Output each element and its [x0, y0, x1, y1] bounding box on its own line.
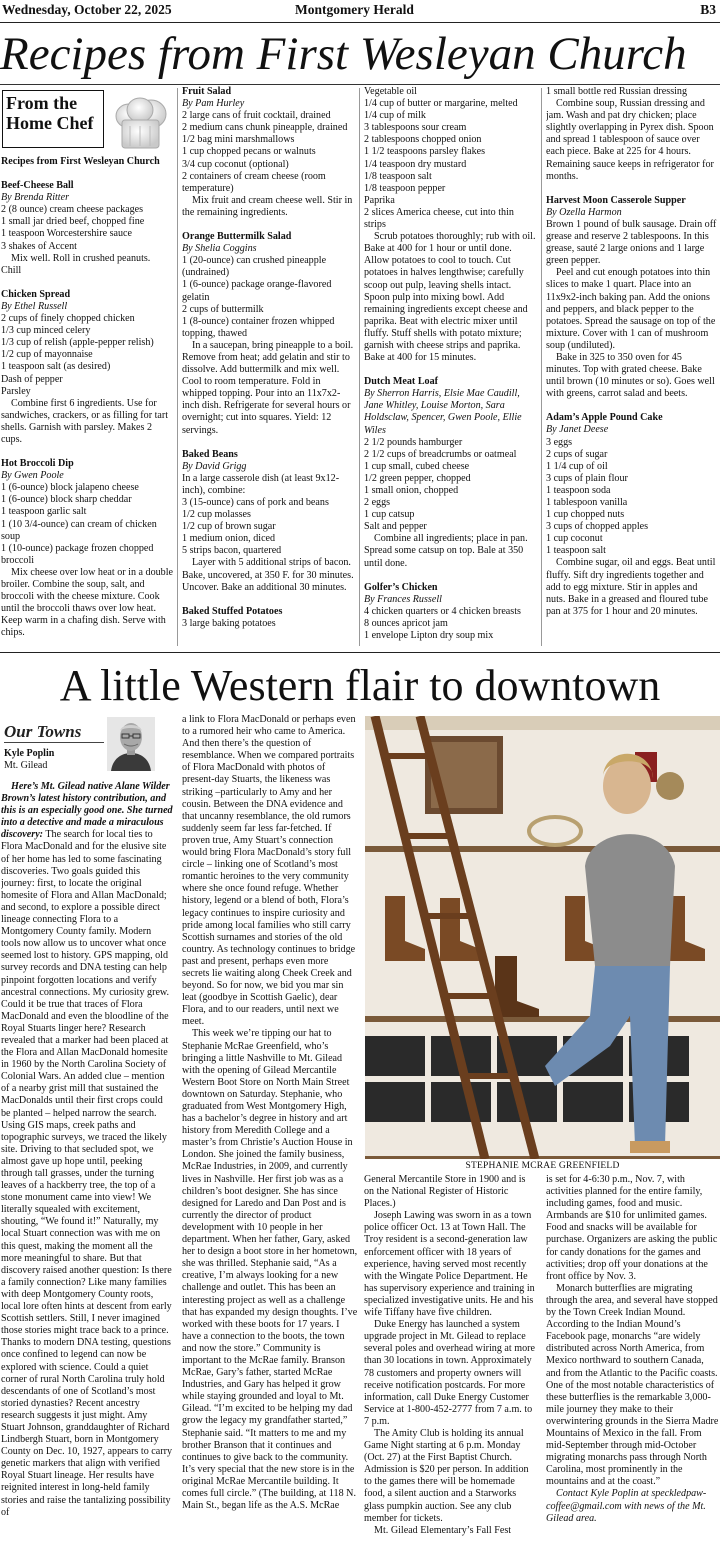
- recipe-ingredient: 1 1/2 teaspoons parsley flakes: [364, 146, 486, 158]
- recipe-ingredient: 3/4 cup coconut (optional): [182, 158, 289, 170]
- recipe-title: Beef-Cheese Ball: [1, 180, 74, 192]
- story-paragraph: Monarch butterflies are migrating through the area, and several have stopped by the Town Creek Indian Mound. According to the Indian Mound’s Facebook page, monarchs “are widely distributed across North America, from Mexico northward to southern Canada, and from the Atlantic to the Pacific coasts. One of the most notable characteristics of these butterflies is the remarkable 3,000-mile journey they make to their overwintering grounds in the Sierra Madre Mountains of Mexico in the fall. From mid-September through mid-October migrating monarchs pass through North Carolina, most prominently in the mountains and at the coast.”: [546, 1282, 719, 1488]
- recipe-directions: Mix well. Roll in crushed peanuts. Chill: [1, 252, 151, 276]
- recipe-ingredient: 3 large baking potatoes: [182, 617, 276, 629]
- story-column-1: [1, 781, 173, 1546]
- recipe-ingredient: 1/2 cup molasses: [182, 509, 251, 521]
- recipe-ingredient: 2 (8 ounce) cream cheese packages: [1, 204, 144, 216]
- recipe-title: Baked Beans: [182, 448, 238, 460]
- recipe-ingredient: 1 cup small, cubed cheese: [364, 460, 470, 472]
- recipe-ingredient: 8 ounces apricot jam: [364, 617, 448, 629]
- recipe-ingredient: 1 (20-ounce) can crushed pineapple (undrained): [182, 255, 327, 279]
- recipe-ingredient: 1/8 teaspoon pepper: [364, 182, 446, 194]
- recipe-ingredient: Salt and pepper: [364, 521, 427, 533]
- recipe-ingredient: 2 1/2 cups of breadcrumbs or oatmeal: [364, 448, 517, 460]
- column-name: Our Towns: [4, 722, 82, 741]
- story-paragraph: The Amity Club is holding its annual Game Night starting at 6 p.m. Monday (Oct. 27) at the First Baptist Church. Admission is $20 per person. In addition to the games there will be homemade food, a silent auction and a Starworks glass pumpkin auction. See any club member for tickets.: [364, 1427, 529, 1524]
- recipe-directions: Bake in 325 to 350 oven for 45 minutes. Top with grated cheese. Bake until brown (10 minutes or so). Goes well with greens, carrot salad and beets.: [546, 351, 715, 400]
- recipes-column-3: [364, 86, 536, 648]
- recipe-byline: By Ethel Russell: [1, 300, 68, 312]
- recipe-directions: Combine sugar, oil and eggs. Beat until fluffy. Sift dry ingredients together and add to egg mixture. Stir in apples and nuts. Bake in a greased and floured tube pan at 375 for 1 hour and 20 minutes.: [546, 557, 716, 617]
- recipe-ingredient: 1/2 green pepper, chopped: [364, 472, 471, 484]
- recipe-title: Golfer’s Chicken: [364, 581, 438, 593]
- issue-date: Wednesday, October 22, 2025: [2, 2, 172, 17]
- recipe-title: Recipes from First Wesleyan Church: [1, 156, 160, 167]
- author-name: Kyle Poplin: [4, 748, 55, 759]
- recipe-ingredient: Vegetable oil: [364, 86, 417, 97]
- recipe-ingredient: 1 cup coconut: [546, 533, 603, 545]
- recipe-ingredient: 1 teaspoon salt (as desired): [1, 361, 111, 373]
- recipe-ingredient: 1/2 cup of brown sugar: [182, 521, 276, 533]
- recipe-ingredient: 1 teaspoon salt: [546, 545, 606, 557]
- story-paragraph: Mt. Gilead Elementary’s Fall Fest: [374, 1524, 512, 1536]
- recipes-headline: Recipes from First Wesleyan Church: [0, 28, 687, 80]
- recipe-ingredient: 2 containers of cream cheese (room temperature): [182, 170, 326, 194]
- recipe-title: Harvest Moon Casserole Supper: [546, 194, 686, 206]
- recipe-title: Orange Buttermilk Salad: [182, 231, 292, 243]
- recipe-ingredient: 1 (6-ounce) block jalapeno cheese: [1, 482, 139, 494]
- recipe-ingredient: 1 (10-ounce) package frozen chopped broccoli: [1, 542, 154, 566]
- recipe-ingredient: 2 cups of finely chopped chicken: [1, 313, 135, 325]
- recipe-ingredient: 2 medium cans chunk pineapple, drained: [182, 122, 348, 134]
- newspaper-name: Montgomery Herald: [295, 2, 414, 17]
- recipe-directions: Layer with 5 additional strips of bacon. Bake, uncovered, at 350 F. for 30 minutes. Uncover. Bake an additional 30 minutes.: [182, 557, 354, 593]
- recipe-ingredient: 3 tablespoons sour cream: [364, 122, 467, 134]
- section-rule: [0, 652, 720, 653]
- story-headline: A little Western flair to downtown: [59, 661, 661, 710]
- recipe-directions: Combine all ingredients; place in pan. Spread some catsup on top. Bale at 350 until done.: [364, 533, 528, 569]
- recipe-ingredient: 1/2 bag mini marshmallows: [182, 134, 295, 146]
- recipe-byline: By Brenda Ritter: [1, 192, 70, 204]
- story-paragraph: is set for 4-6:30 p.m., Nov. 7, with activities planned for the entire family, including games, food and music. Armbands are $10 for unlimited games. Food and snacks will be available for purchase. Organizers are asking the public for candy donations for the games and activities; drop off your donations at the front office by Nov. 3.: [546, 1174, 718, 1282]
- recipe-ingredient: Brown 1 pound of bulk sausage. Drain off grease and reserve 2 tablespoons. In this grease, sauté 2 large onions and 1 large green pepper.: [546, 218, 717, 267]
- recipe-ingredient: 3 (15-ounce) cans of pork and beans: [182, 497, 329, 508]
- boot-store-photo: [365, 716, 720, 1159]
- recipes-column-4: [546, 86, 718, 648]
- column-divider: [541, 88, 542, 646]
- recipe-ingredient: 3 cups of chopped apples: [546, 521, 649, 533]
- recipe-ingredient: 3 cups of plain flour: [546, 472, 628, 484]
- recipe-ingredient: Dash of pepper: [1, 373, 63, 385]
- recipe-ingredient: 1 (10 3/4-ounce) can cream of chicken soup: [1, 518, 157, 542]
- photo-credit: STEPHANIE MCRAE GREENFIELD: [465, 1161, 620, 1171]
- story-column-3: [364, 1174, 538, 1546]
- recipe-ingredient: 1/4 teaspoon dry mustard: [364, 158, 467, 170]
- recipe-ingredient: 2 slices America cheese, cut into thin strips: [364, 206, 514, 231]
- recipe-title: Chicken Spread: [1, 288, 71, 300]
- recipe-directions: In a saucepan, bring pineapple to a boil. Remove from heat; add gelatin and stir to dissolve. Add buttermilk and mix well. Cool to room temperature. Fold in whipped topping. Pour into an 11x7x2-inch dish. Refrigerate for several hours or overnight; cut into squares. Yield: 12 servings.: [182, 339, 354, 436]
- recipe-ingredient: 1 medium onion, diced: [182, 533, 276, 545]
- recipe-ingredient: 1/3 cup of relish (apple-pepper relish): [1, 337, 154, 349]
- recipe-directions: Mix fruit and cream cheese well. Stir in the remaining ingredients.: [182, 194, 353, 218]
- recipe-ingredient: 2 large cans of fruit cocktail, drained: [182, 110, 331, 122]
- recipe-ingredient: 2 tablespoons chopped onion: [364, 134, 482, 146]
- recipe-ingredient: In a large casserole dish (at least 9x12-inch), combine:: [182, 472, 340, 496]
- story-paragraph: Duke Energy has launched a system upgrade project in Mt. Gilead to replace several poles and overhead wiring at more than 30 locations in town. Approximately 78 customers and property owners will receive notification postcards. For more information, call Duke Energy Customer Service at 1-800-452-2777 from 7 a.m. to 7 p.m.: [364, 1319, 535, 1427]
- recipe-ingredient: 1/2 cup of mayonnaise: [1, 349, 93, 361]
- recipe-byline: By David Grigg: [182, 460, 247, 472]
- recipe-ingredient: 2 cups of buttermilk: [182, 303, 264, 315]
- recipe-directions: Combine soup, Russian dressing and jam. Wash and pat dry chicken; place slightly overlapping in Pyrex dish. Spoon and spread 1 tablespoon of sauce over each piece. Bake at 225 for 4 hours. Remaining sauce keeps in refrigerator for months.: [546, 98, 714, 182]
- recipe-byline: By Frances Russell: [364, 593, 442, 605]
- recipe-ingredient: 1 envelope Lipton dry soup mix: [364, 630, 494, 642]
- recipe-ingredient: 1 (6-ounce) package orange-flavored gelatin: [182, 279, 332, 303]
- recipe-directions: Scrub potatoes thoroughly; rub with oil. Bake at 400 for 1 hour or until done. Allow potatoes to cool to touch. Cut potatoes in halves lengthwise; carefully scoop out pulp, leaving shells intact. Spoon pulp into mixing bowl. Add remaining ingredients except cheese and paprika. Beat with electric mixer until fluffy. Stuff shells with potato mixture; garnish with cheese strips and paprika. Bake at 400 for 15 minutes.: [364, 231, 536, 364]
- story-lede: Here’s Mt. Gilead native Alane Wilder Brown’s latest history contribution, and this is an especially good one. She turned into a detective and made a miraculous discovery:: [1, 781, 173, 841]
- recipe-ingredient: 1/4 cup of butter or margarine, melted: [364, 98, 518, 110]
- recipe-byline: By Pam Hurley: [182, 98, 245, 110]
- column-name-rule: [4, 742, 104, 743]
- byline: [4, 748, 54, 772]
- story-column-2: [182, 714, 358, 1546]
- author-headshot: [107, 717, 155, 771]
- chef-hat-icon: [113, 96, 168, 152]
- recipe-ingredient: 1 teaspoon Worcestershire sauce: [1, 228, 133, 240]
- column-divider: [359, 88, 360, 646]
- recipe-ingredient: 1 teaspoon soda: [546, 484, 611, 496]
- story-paragraph: Joseph Lawing was sworn in as a town police officer Oct. 13 at Town Hall. The Troy resident is a second-generation law enforcement officer with 18 years of experience, having served most recently with the Wingate Police Department. He has supervisory experience and training in specialized investigative units. He and his wife Tiffany have five children.: [364, 1210, 535, 1319]
- recipe-directions: Peel and cut enough potatoes into thin slices to make 1 quart. Place into an 11x9x2-inch baking pan. Add the onions and peppers, and black pepper to the potatoes. Spread the sausage on top of the mixture. Cover with 1 can of mushroom soup (undiluted).: [546, 267, 716, 351]
- recipe-ingredient: 1/4 cup of milk: [364, 110, 426, 122]
- recipe-ingredient: 1 teaspoon garlic salt: [1, 506, 87, 518]
- recipe-ingredient: 1 small jar dried beef, chopped fine: [1, 216, 145, 228]
- recipe-ingredient: 1/3 cup minced celery: [1, 325, 91, 337]
- story-paragraph: a link to Flora MacDonald or perhaps even to a rumored heir who came to America. And then there’s the question of resemblance. When we compared portraits of Flora MacDonald with photos of present-day Stuarts, the likeness was striking –particularly to Amy and her cousin. Between the DNA evidence and that uncanny resemblance, the old rumors suddenly seem far less far-fetched. If proven true, Amy Stuart’s connection would bring Flora MacDonald’s story full circle – linking one of Scotland’s most romantic heroines to the very community where she once found refuge. Whether history, legend or a blend of both, Flora’s legacy continues to inspire curiosity and pride among local families who still carry Scottish surnames and stories of the old country. As technology continues to bridge past and present, perhaps even more secrets lie waiting along Cheek Creek and beyond. So for now, we bid you mar sin leat (goodbye in Scottish Gaelic), dear Flora, and to our readers, until next we meet.: [182, 714, 356, 1028]
- author-town: Mt. Gilead: [4, 760, 48, 771]
- recipe-title: Hot Broccoli Dip: [1, 458, 74, 470]
- recipe-ingredient: 2 cups of sugar: [546, 448, 608, 460]
- recipe-title: Dutch Meat Loaf: [364, 376, 439, 388]
- home-chef-box: [2, 90, 104, 148]
- recipe-title: Baked Stuffed Potatoes: [182, 605, 283, 617]
- recipe-ingredient: 5 strips bacon, quartered: [182, 545, 282, 557]
- recipe-byline: By Ozella Harmon: [546, 206, 622, 218]
- recipes-column-1: [1, 156, 173, 648]
- recipe-ingredient: 1 cup chopped nuts: [546, 509, 625, 521]
- recipe-ingredient: 2 1/2 pounds hamburger: [364, 436, 463, 448]
- recipe-ingredient: Parsley: [1, 385, 31, 397]
- recipe-byline: By Shelia Coggins: [182, 243, 257, 255]
- recipe-ingredient: 1 cup catsup: [364, 509, 415, 521]
- recipe-ingredient: 1 cup chopped pecans or walnuts: [182, 146, 316, 158]
- recipe-ingredient: 3 shakes of Accent: [1, 240, 77, 252]
- recipe-title: Adam’s Apple Pound Cake: [546, 412, 663, 424]
- recipe-ingredient: 1 small bottle red Russian dressing: [546, 86, 688, 97]
- recipe-ingredient: 1 (8-ounce) container frozen whipped topping, thawed: [182, 315, 335, 339]
- recipe-ingredient: 1/8 teaspoon salt: [364, 170, 432, 182]
- story-text: The search for local ties to Flora MacDonald and for the elusive site of her home has led to some fascinating discoveries. Two goals guided this journey: first, to locate the original homesite of Flora and Allan MacDonald; and second, to explore a possible direct lineage connecting Flora to a Montgomery County family. Modern tools now allow us to uncover what once seemed lost to history. GPS mapping, old survey records and DNA testing can help pinpoint forgotten locations and verify ancestral connections. My curiosity grew. Could it be true that traces of Flora MacDonald and even the bloodline of the Royal Stuarts linger here? Research revealed that a marker had been placed at the Flora and Allan MacDonald homesite in 1960 by the North Carolina Society of Colonial Wars. An added clue – mention of a nearby grist mill that sustained the MacDonalds until their first crops could be planted – helped narrow the search. Using GIS maps, creek paths and topographic surveys, we traced the likely site. Driving to that secluded spot, we almost gave up hope until, peeking through tall grasses, under the turning leaves of a hackberry tree, the top of a stone monument came into view! We literally squealed with excitement, shouting, “We found it!” Naturally, my local Stuart connection was with me on this quest, making the moment all the more meaningful to share. But that discovery raised another question: Is there a family connection? Like many families with deep Montgomery County roots, local lore often hints at descent from early Scottish settlers. Still, I never imagined those stories might trace back to a prince. Thanks to modern DNA testing, questions once confined to legend can now be explored with science. Could a quiet corner of rural North Carolina truly hold descendants of one of Scotland’s most storied dynasties? Recent ancestry research suggests it just might. Amy Stuart Johnson, granddaughter of Richard Lindbergh Stuart, born in Montgomery County on Dec. 10, 1927, appears to carry genetic markers that align with verified Royal Stuart lineage. Her results have reignited interest in long-held family stories and raise the tantalizing possibility of: [1, 829, 172, 1518]
- column-divider: [177, 88, 178, 646]
- recipe-ingredient: 1 1/4 cup of oil: [546, 460, 608, 472]
- story-paragraph: General Mercantile Store in 1900 and is on the National Register of Historic Places.): [364, 1174, 526, 1210]
- recipe-title: Fruit Salad: [182, 86, 232, 97]
- recipe-ingredient: Paprika: [364, 194, 395, 206]
- recipe-ingredient: 4 chicken quarters or 4 chicken breasts: [364, 605, 521, 617]
- recipe-ingredient: 3 eggs: [546, 436, 573, 448]
- recipe-byline: By Janet Deese: [546, 424, 609, 436]
- story-paragraph: This week we’re tipping our hat to Stephanie McRae Greenfield, who’s bringing a little Nashville to Mt. Gilead with the opening of Gilead Mercantile Western Boot Store on North Main Street downtown on Saturday. Stephanie, who graduated from West Montgomery High, has a bachelor’s degree in history and art history from Meredith College and a master’s from Christie’s Auction House in London. She joined the family business, McRae Industries, in 2009, and currently lives in Nashville. Her first job was as a children’s boot designer. She has since designed for Laredo and Dan Post and is currently the director of product development with 10 people in her department. When her father, Gary, asked her to design a boot store in her hometown, she was thrilled. Stephanie said, “As a creative, I’m always looking for a new challenge and outlet. This has been an interesting project as well as a challenge that has expanded my design thoughts. I’ve worked with these boots for 17 years. I have a connection to the boots, the town and now the store.” Community is important to the McRae family. Branson McRae, Gary’s father, started McRae Industries, and Gary has helped it grow while staying grounded and loyal to Mt. Gilead. “I’m excited to be helping my dad grow the legacy my grandfather started,” Stephanie said. “It matters to me and my brother Branson that it continues and continues to give back to the community. It’s very special that the new store is in the original McRae Mercantile building. It comes full circle.” (The building, at 118 N. Main St., began life as the A.S. McRae: [182, 1028, 358, 1512]
- contact-note: Contact Kyle Poplin at speckledpaw-coffee@gmail.com with news of the Mt. Gilead area.: [546, 1488, 707, 1524]
- page-number: B3: [700, 2, 716, 17]
- recipe-ingredient: 1 small onion, chopped: [364, 485, 459, 496]
- recipes-column-2: [182, 86, 354, 648]
- story-column-4: [546, 1174, 720, 1546]
- recipe-byline: By Gwen Poole: [1, 470, 64, 482]
- recipe-directions: Combine first 6 ingredients. Use for sandwiches, crackers, or as filling for tart shells. Garnish with parsley. Makes 2 cups.: [1, 397, 169, 445]
- page-header: [0, 0, 720, 23]
- home-chef-title: From the Home Chef: [6, 93, 94, 133]
- recipe-ingredient: 1 (6-ounce) block sharp cheddar: [1, 494, 132, 506]
- recipe-directions: Mix cheese over low heat or in a double broiler. Combine the soup, salt, and broccoli with the cheese mixture. Cook until the broccoli thaws over low heat. Keep warm in a chafing dish. Serve with chips.: [1, 566, 173, 639]
- recipe-ingredient: 1 tablespoon vanilla: [546, 497, 628, 508]
- recipe-byline: By Sherron Harris, Elsie Mae Caudill, Jane Whitley, Louise Morton, Sara Holdsclaw, Spencer, Gwen Poole, Ellie Wiles: [364, 388, 522, 436]
- recipe-ingredient: 2 eggs: [364, 497, 391, 509]
- recipes-top-rule: [0, 84, 720, 85]
